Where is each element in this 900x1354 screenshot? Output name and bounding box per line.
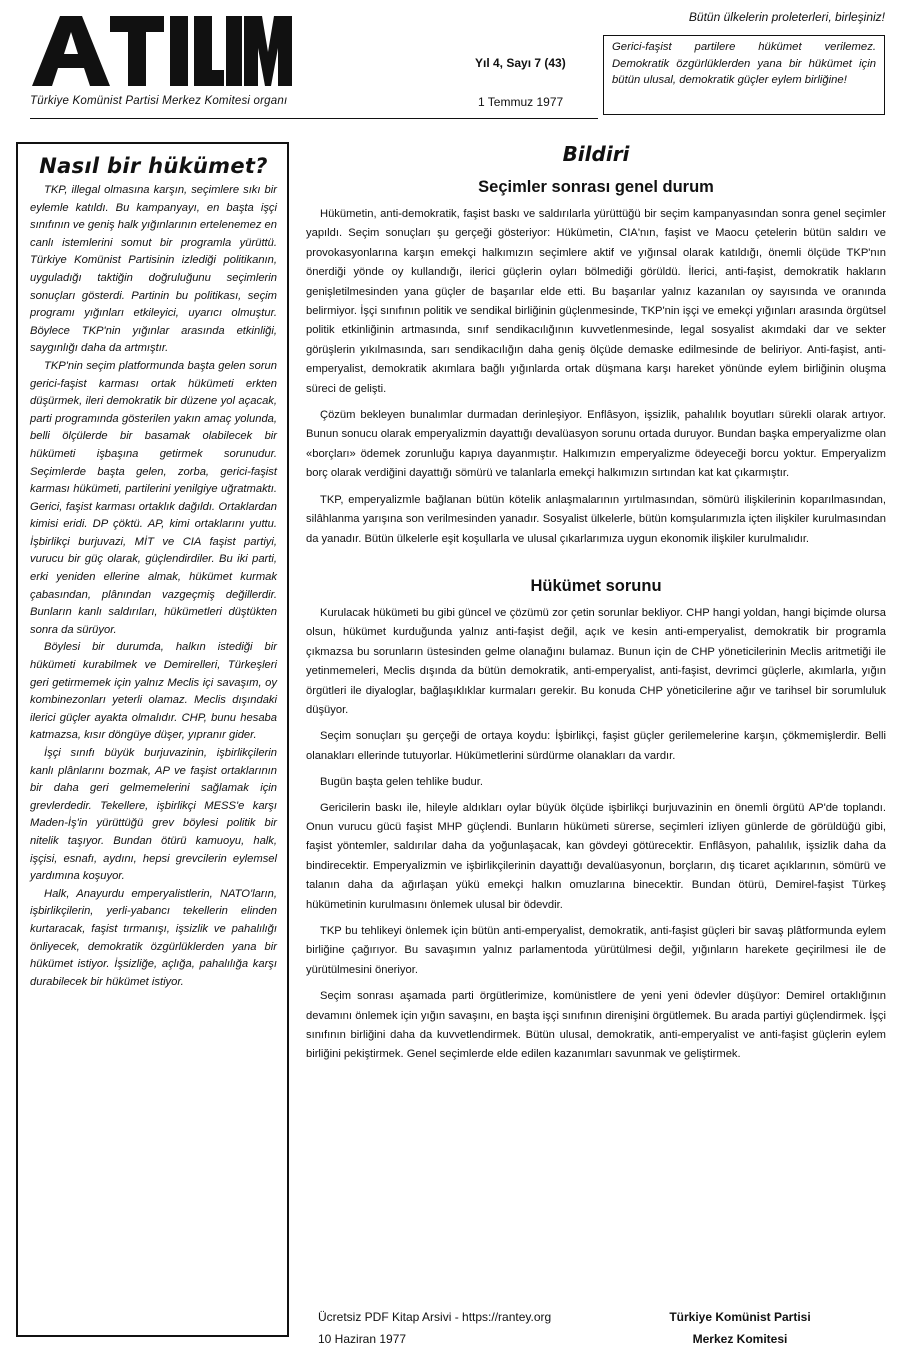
slogan-box: Gerici-faşist partilere hükümet verilemez. Demokratik özgürlüklerden yana bir hükümet için bütün ulusal, demokratik güçler eylem birliğine!	[603, 35, 885, 115]
sidebar-paragraph: Halk, Anayurdu emperyalistlerin, NATO'ların, işbirlikçilerin, yerli-yabancı tekellerin elinden kurtaracak, faşist tırmanışı, işsizlik ve pahalılığı önliyecek, demokratik özgürlüklerden yana bir hükümet istiyor. İşsizliğe, açlığa, pahalılığa karşı durabilecek bir hükümet istiyor.	[30, 887, 277, 988]
body-paragraph: Gericilerin baskı ile, hileyle aldıkları oylar büyük ölçüde işbirlikçi burjuvazinin en önemli örgütü AP'de toplandı. Onun vurucu gücü faşist MHP güçlendi. Bunların hükümeti sürerse, seçimleri izliyen günlerde de görüldüğü gibi, faşist yöntemler, saldırılar daha da yoğunlaşacak, kan gövdeyi götürecektir. Enflâsyon, pahalılık, işsizlik daha da bindirecektir. Emperyalizmin ve işbirlikçilerinin dayattığı devalüasyonun, borçların, dış ticaret açıklarının, sömürü ve talanın daha da ağırlaşan yükü emekçi halkın omuzlarına binecektir. Bundan ötürü, Demirel-faşist Türkeş hükümetinin kurulmasını önlemek ulusal bir ödevdir.	[306, 801, 886, 911]
sidebar-article	[16, 142, 289, 1337]
masthead-rule	[30, 118, 598, 119]
signature-line: Türkiye Komünist Partisi	[669, 1310, 811, 1324]
body-paragraph: Çözüm bekleyen bunalımlar durmadan derinleşiyor. Enflâsyon, işsizlik, pahalılık boyutları sürekli olarak artıyor. Bunun sonucu olarak emperyalizmin dayattığı devalüasyon sorunu ortada duruyor. Bundan başka emperyalizme olan «borçları» ödemek zorunluğu kapıya dayanmıştır. Halkımızın emperyalizme ödeyeceği borcu yoktur. Emperyalizm borç olarak verdiğini dayattığı sömürü ve talanlarla emekçi halkımızın sırtından kat kat çıkarmıştır.	[306, 409, 886, 480]
signature-line: Merkez Komitesi	[692, 1332, 788, 1346]
signature	[640, 1306, 840, 1350]
sidebar-title: Nasıl bir hükümet?	[39, 154, 268, 178]
sidebar-paragraph: Böylesi bir durumda, halkın istediği bir hükümeti kurabilmek ve Demirelleri, Türkeşleri geri getirmemek için yalnız Meclis içi savaşım, oy kombinezonları yeterli olamaz. Meclis dışındaki ilerici güçler ayakta olmalıdır. CHP, bunu hesaba katmazsa, kısır döngüye düşer, yıpranır gider.	[30, 641, 277, 742]
atilim-logo	[30, 12, 292, 90]
motto: Bütün ülkelerin proleterleri, birleşiniz!	[688, 10, 885, 24]
footer-left	[318, 1306, 551, 1350]
sidebar-paragraph: İşçi sınıfı büyük burjuvazinin, işbirlikçilerin kanlı plânlarını bozmak, AP ve faşist ortaklarının bir daha geri gelmemelerini sağlamak için grevlerdedir. Tekellere, işbirlikçi MESS'e karşı Maden-İş'in yürüttüğü grev böylesi politik bir nitelik taşıyor. Bundan ötürü kamuoyu, halk, işçisi, esnafı, aydını, hepsi grevcilerin eylemsel yardımına koşuyor.	[30, 747, 277, 883]
body-paragraph: Kurulacak hükümeti bu gibi güncel ve çözümü zor çetin sorunlar bekliyor. CHP hangi yoldan, hangi biçimde olursa olsun, hükümet kurduğunda yalnız anti-faşist değil, açık ve kesin anti-emperyalist, demokratik bir programla çıkmazsa bu sorunların üstesinden gelme olanağını bulamaz. Bunun için de CHP yöneticilerinin Meclis aritmetiği ile yetinmemeleri, Meclis dışında da bütün demokratik, anti-emperyalist, anti-faşist, devrimci güçlerle, akımlarla, yığın örgütleri ile diyaloglar, bağlaşıklıklar kurmaları gerekir. Bu konuda CHP yöneticilerine ağır ve tarihsel bir sorumluluk düşüyor.	[306, 606, 886, 716]
masthead-tagline: Türkiye Komünist Partisi Merkez Komitesi organı	[30, 95, 288, 107]
body-paragraph: Bugün başta gelen tehlike budur.	[320, 776, 483, 789]
body-paragraph: Seçim sonuçları şu gerçeği de ortaya koydu: İşbirlikçi, faşist güçler gerilemelerine karşın, çökmemişlerdir. Belli olanakları ellerinde tutuyorlar. Hükümetlerini sürdürme olanakları da vardır.	[306, 730, 886, 762]
sidebar-paragraph: TKP'nin seçim platformunda başta gelen sorun gerici-faşist karması ortak hükümeti erkten düşürmek, ileri demokratik bir düzene yol açacak, parti programında gösterilen yakın amaç yolunda, belli ölçülerde bir basamak olabilecek bir hükümeti işbaşına getirmek sorunudur. Seçimlerde başta gelen, zorba, gerici-faşist karması hükümeti, partilerini yenilgiye uğratmaktı. Gerici, faşist karması ortaklık dağıldı. Ortaklardan kimisi eridi. DP çöktü. AP, kimi ortaklarını yuttu. İşbirlikçi burjuvazi, MİT ve CIA faşist partiyi, vurucu bir güç olarak, güçlendirdiler. Bu iki parti, erki yeniden ellerine almak, hükümet kurmak çabasından, plânından vazgeçmiş değillerdir. Bunların kanlı saldırıları, hükümetleri düştükten sonra da sürüyor.	[30, 359, 277, 636]
body-paragraph: Hükümetin, anti-demokratik, faşist baskı ve saldırılarla yürüttüğü bir seçim kampanyasından sonra genel seçimler yapıldı. Seçim sonuçları şu gerçeği gösteriyor: Hükümetin, CIA'nın, faşist ve Maocu çetelerin bütün saldırı ve provokasyonlarına karşın emekçi halkımızın seçimlere aktif ve yığınsal olarak katıldığı, önemli ölçüde TKP'nın önerdiği yönde oy kullandığı, ilerici güçlerin oyları bölmediği görüldü. İlerici, anti-faşist, demokratik hakların genişletilmesinden yana güçler de başarılar elde etti. Bu başarılar yalnız kazanılan oy sayısında ve oranında belirmiyor. İşçi sınıfının politik ve sendikal birliğinin güçlenmesinde, TKP'nin işçi ve emekçi yığınları arasında örgütsel politik etkinliğinin artmasında, sınıf sendikacılığının kuvvetlenmesinde, legal sosyalist akımdaki dar ve sekter görüşlerin yıkılmasında, sarı sendikacılığın daha geniş ölçüde demaske edilmesinde de beliriyor. Anti-faşist, anti-emperyalist, demokratik akımlara bağlı yığınlarda ortak düşmana karşı hareket yönünde eylem birliğinin oluşma süreci de gelişti.	[306, 208, 886, 395]
body-paragraph: Seçim sonrası aşamada parti örgütlerimize, komünistlere de yeni yeni ödevler düşüyor: Demirel ortaklığının devamını önlemek için yığın savaşını, en başta işçi sınıfının direnişini örgütlemek. Bu arada partiyi güçlendirmek. İşçi sınıfının birliğini daha da kuvvetlendirmek. Bütün ulusal, demokratik, anti-emperyalist ve anti-faşist güçlerin eylem birliğini pekiştirmek. Genel seçimlerde elde edilen kazanımları savunmak ve geliştirmek.	[306, 990, 886, 1061]
statement-date: 10 Haziran 1977	[318, 1332, 407, 1346]
main-article	[306, 142, 886, 1072]
watermark-text: Ücretsiz PDF Kitap Arsivi - https://rantey.org	[318, 1310, 552, 1324]
section-title: Seçimler sonrası genel durum	[478, 178, 714, 196]
issue-number: Yıl 4, Sayı 7 (43)	[475, 56, 566, 70]
section-title: Hükümet sorunu	[530, 576, 662, 595]
issue-date: 1 Temmuz 1977	[478, 95, 564, 109]
body-paragraph: TKP, emperyalizmle bağlanan bütün kötelik anlaşmalarının yırtılmasından, sömürü ilişkilerinin koparılmasından, silâhlanma yarışına son verilmesinden yanadır. Sosyalist ülkelerle, bütün komşularımızla içten ilişkiler kurulmasından da yanadır. Bütün ülkelerle eşit koşullarla ve ulusal çıkarlarımıza uygun ekonomik ilişkiler kurulmalıdır.	[306, 493, 886, 545]
article-heading: Bildiri	[562, 142, 630, 166]
sidebar-paragraph: TKP, illegal olmasına karşın, seçimlere sıkı bir eylemle katıldı. Bu kampanyayı, en başta işçi sınıfının ve geniş halk yığınlarının ertelenemez en canlı istemlerini somut bir programla yürüttü. Türkiye Komünist Partisinin izlediği politikanın, uyguladığı taktiğin doğruluğunu seçimlerin sonuçları gösterdi. Partinin bu politikası, seçim programı yığınları etkileyici, uyarıcı olmuştur. Böylece TKP'nin yığınlar arasında etkinliği, saygınlığı daha da artmıştır.	[30, 184, 277, 355]
body-paragraph: TKP bu tehlikeyi önlemek için bütün anti-emperyalist, demokratik, anti-faşist güçleri bir savaş plâtformunda eylem birliğine çağırıyor. Bu savaşımın yalnız parlamentoda yürütülmesi değil, yığınların harekete geçirilmesi ile de yürütülmesini öneriyor.	[306, 925, 886, 976]
